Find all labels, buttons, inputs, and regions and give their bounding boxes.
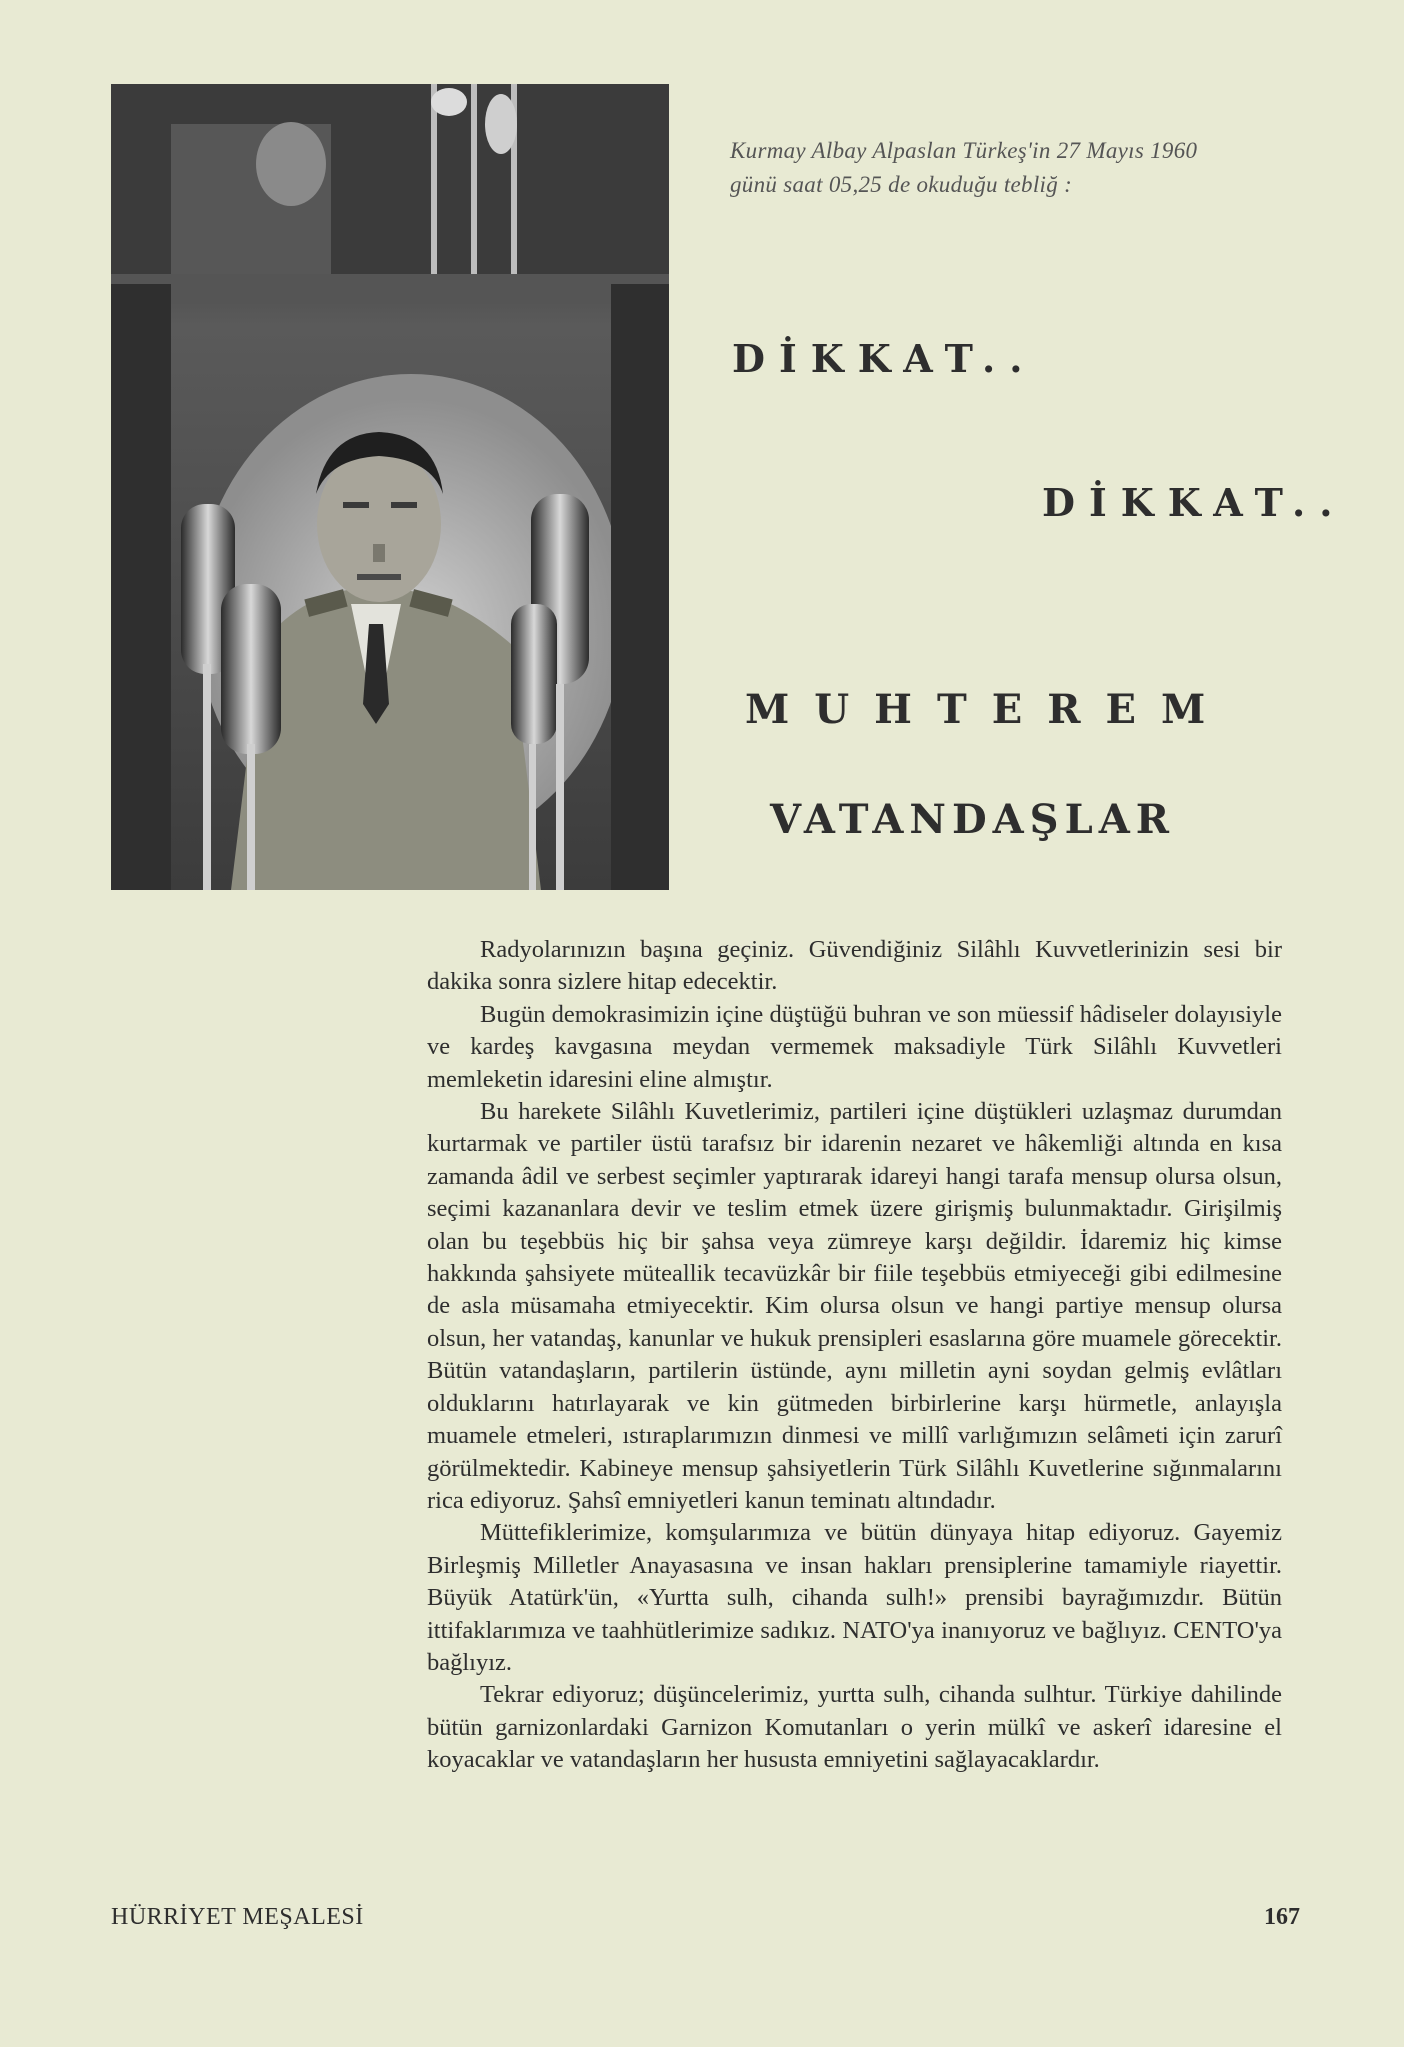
photo-caption [730,134,1290,202]
heading-dikkat-1: DİKKAT.. [732,336,1037,381]
heading-muhterem: MUHTEREM [745,686,1231,733]
paragraph-2: Bugün demokrasimizin içine düştüğü buhran ve son müessif hâdiseler dolayısiyle ve kardeş kavgasına meydan vermemek maksadiyle Türk Silâhlı Kuvvetleri memleketin idaresini eline almıştır. [427,1000,1282,1093]
paragraph-5: Tekrar ediyoruz; düşüncelerimiz, yurtta sulh, cihanda sulhtur. Türkiye dahilinde bütün garnizonlardaki Garnizon Komutanları o yerin mülkî ve askerî idaresine el koyacaklar ve vatandaşların her hususta emniyetini sağlayacaklardır. [427,1681,1282,1774]
publication-name: HÜRRİYET MEŞALESİ [111,1904,364,1930]
caption-line-2: günü saat 05,25 de okuduğu tebliğ : [730,172,1073,197]
article-body [427,934,1282,1777]
caption-line-1: Kurmay Albay Alpaslan Türkeş'in 27 Mayıs 1960 [730,138,1198,163]
heading-dikkat-2: DİKKAT.. [1042,480,1347,525]
paragraph-4: Müttefiklerimize, komşularımıza ve bütün dünyaya hitap ediyoruz. Gayemiz Birleşmiş Milletler Anayasasına ve insan hakları prensiplerine tamamiyle riayettir. Büyük Atatürk'ün, «Yurtta sulh, cihanda sulh!» prensibi bayrağımızdır. Bütün ittifaklarımıza ve taahhütlerimize sadıkız. NATO'ya inanıyoruz ve bağlıyız. CENTO'ya bağlıyız. [427,1519,1282,1676]
paragraph-1: Radyolarınızın başına geçiniz. Güvendiğiniz Silâhlı Kuvvetlerinizin sesi bir dakika sonra sizlere hitap edecektir. [427,936,1282,996]
photo-illustration [111,84,669,890]
page-number: 167 [1264,1904,1300,1930]
paragraph-3: Bu harekete Silâhlı Kuvetlerimiz, partileri içine düştükleri uzlaşmaz durumdan kurtarmak ve partiler üstü tarafsız bir idarenin nezaret ve hâkemliği altında en kısa zamanda âdil ve serbest seçimler yaptırarak idareyi hangi tarafa mensup olursa olsun, seçimi kazananlara devir ve teslim etmek üzere girişmiş bulunmaktadır. Girişilmiş olan bu teşebbüs hiç bir şahsa veya zümreye karşı değildir. İdaremiz hiç kimse hakkında şahsiyete müteallik tecavüzkâr bir fiile teşebbüs etmiyeceği gibi edilmesine de asla müsamaha etmiyecektir. Kim olursa olsun ve hangi partiye mensup olursa olsun, her vatandaş, kanunlar ve hukuk prensipleri esaslarına göre muamele görecektir. Bütün vatandaşların, partilerin üstünde, aynı milletin ayni soydan gelmiş evlâtları olduklarını hatırlayarak ve kin gütmeden birbirlerine karşı hürmetle, anlayışla muamele etmeleri, ıstıraplarımızın dinmesi ve millî varlığımızın selâmeti için zarurî görülmektedir. Kabineye mensup şahsiyetlerin Türk Silâhlı Kuvetlerine sığınmalarını rica ediyoruz. Şahsî emniyetleri kanun teminatı altındadır. [427,1098,1282,1514]
heading-vatandaslar: VATANDAŞLAR [770,796,1175,843]
photo-speaker-at-microphones [111,84,669,890]
